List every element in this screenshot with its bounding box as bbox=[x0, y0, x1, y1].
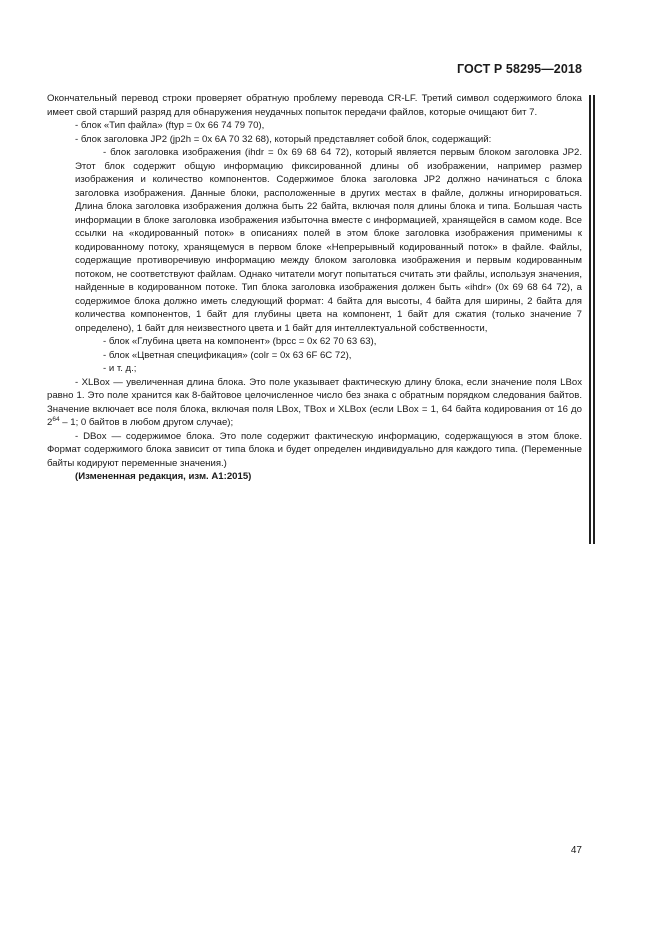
document-body bbox=[47, 92, 582, 484]
sublist-item-bpcc: - блок «Глубина цвета на компонент» (bpcc = 0x 62 70 63 63), bbox=[103, 336, 377, 347]
xlbox-tail: – 1; 0 байтов в любом другом случае); bbox=[59, 417, 234, 428]
sublist-item-ihdr: - блок заголовка изображения (ihdr = 0x 69 68 64 72), который является первым блоком заголовка JP2. Этот блок содержит общую информацию фиксированной длины об изображении, например размер изображения и количество компонентов. Содержимое блока заголовка JP2 должно начинаться с блока заголовка изображения. Данные блоки, расположенные в других местах в файле, должны игнорироваться. Длина блока заголовка изображения должна быть 22 байта, включая поля длины блока и типа. Большая часть информации в блоке заголовка изображения избыточна вместе с информацией, хранящейся в самом коде. Все ссылки на «кодированный поток» в описаниях полей в этом блоке заголовка изображения применимы к кодированному потоку, хранящемуся в первом блоке «Непрерывный кодированный поток» в файле. Файлы, содержащие противоречивую информацию между блоком заголовка изображения и первым кодированным потоком, не соответствуют файлам. Однако читатели могут попытаться считать эти файлы, используя значения, найденные в кодированном потоке. Тип блока заголовка изображения должен быть «ihdr» (0x 69 68 64 72), а содержимое блока должно иметь следующий формат: 4 байта для высоты, 4 байта для ширины, 2 байта для количества компонентов, 1 байт для глубины цвета на компонент, 1 байт для сжатия (только значение 7 определено), 1 байт для неизвестного цвета и 1 байт для интеллектуальной собственности, bbox=[75, 147, 582, 334]
amendment-note: (Измененная редакция, изм. А1:2015) bbox=[75, 471, 252, 482]
change-bar bbox=[589, 95, 595, 544]
list-item-ftyp: - блок «Тип файла» (ftyp = 0x 66 74 79 70), bbox=[75, 120, 265, 131]
xlbox-text: - XLBox — увеличенная длина блока. Это поле указывает фактическую длину блока, если значение поля LBox равно 1. Это поле хранится как 8-байтовое целочисленное число без знака с обратным порядком следования байтов. Значение включает все поля блока, включая поля LBox, TBox и XLBox (если LBox = 1, 64 байта кодирования от 16 до 2 bbox=[47, 376, 582, 428]
sublist-item-etc: - и т. д.; bbox=[103, 363, 137, 374]
sublist-item-colr: - блок «Цветная спецификация» (colr = 0x 63 6F 6C 72), bbox=[103, 349, 352, 361]
jp2h-sublist bbox=[47, 146, 582, 376]
standard-number: ГОСТ Р 58295—2018 bbox=[456, 62, 582, 76]
list-item-dbox: - DBox — содержимое блока. Это поле содержит фактическую информацию, содержащуюся в этом блоке. Формат содержимого блока зависит от типа блока и будет определен индивидуально для каждого типа. (Переменные байты кодируют переменные значения.) bbox=[47, 430, 582, 469]
list-item-jp2h: - блок заголовка JP2 (jp2h = 0x 6A 70 32 68), который представляет собой блок, содержащий: bbox=[75, 133, 492, 145]
xlbox-exponent: 64 bbox=[52, 415, 60, 423]
page-number: 47 bbox=[570, 845, 582, 856]
intro-paragraph: Окончательный перевод строки проверяет обратную проблему перевода CR-LF. Третий символ содержимого блока имеет свой старший разряд для обнаружения неудачных попыток передачи файлов, которые очищают бит 7. bbox=[47, 93, 582, 118]
list-item-xlbox bbox=[47, 376, 582, 430]
